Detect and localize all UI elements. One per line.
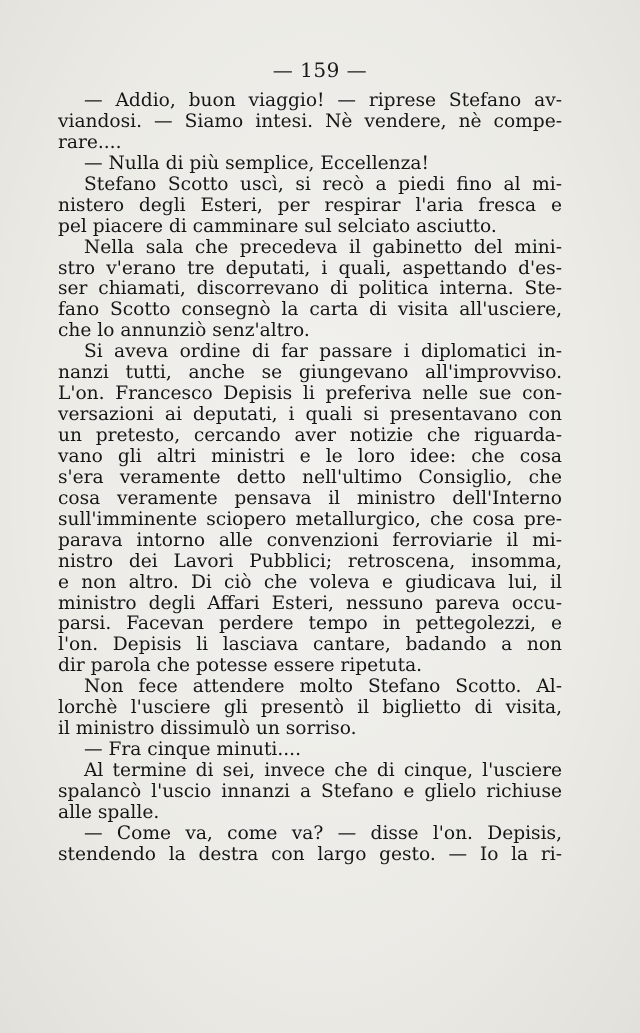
text-line: — Nulla di più semplice, Eccellenza! (84, 152, 429, 174)
text-line: L'on. Francesco Depisis li preferiva nelle sue con- (58, 383, 562, 405)
text-line: stro v'erano tre deputati, i quali, aspettando d'es- (58, 257, 562, 279)
text-line: lorchè l'usciere gli presentò il biglietto di visita, (58, 697, 562, 719)
text-line: fano Scotto consegnò la carta di visita all'usciere, (58, 299, 562, 321)
text-line: dir parola che potesse essere ripetuta. (58, 655, 423, 677)
text-line: Nella sala che precedeva il gabinetto del mini- (84, 236, 562, 258)
text-line: — Addio, buon viaggio! — riprese Stefano av- (84, 90, 562, 111)
text-line: nistero degli Esteri, per respirar l'aria fresca e (58, 194, 562, 216)
text-line: nistro dei Lavori Pubblici; retroscena, insomma, (58, 550, 562, 572)
text-line: e non altro. Di ciò che voleva e giudicava lui, il (58, 571, 562, 593)
text-line: nanzi tutti, anche se giungevano all'improvviso. (58, 362, 562, 384)
page-number-header: — 159 — (272, 58, 368, 82)
text-line: il ministro dissimulò un sorriso. (58, 718, 357, 740)
text-line: ser chiamati, discorrevano di politica interna. Ste- (58, 278, 562, 300)
text-line: Si aveva ordine di far passare i diplomatici in- (84, 341, 562, 363)
text-line: — Fra cinque minuti.... (84, 739, 302, 761)
text-line: ministro degli Affari Esteri, nessuno pareva occu- (58, 592, 562, 614)
text-line: l'on. Depisis li lasciava cantare, badando a non (58, 634, 562, 656)
text-line: viandosi. — Siamo intesi. Nè vendere, nè compe- (58, 110, 562, 132)
text-line: vano gli altri ministri e le loro idee: che cosa (58, 445, 562, 467)
text-line: parava intorno alle convenzioni ferroviarie il mi- (58, 529, 562, 551)
text-line: versazioni ai deputati, i quali si presentavano con (58, 404, 562, 426)
text-line: spalancò l'uscio innanzi a Stefano e glielo richiuse (58, 780, 562, 802)
text-line: parsi. Facevan perdere tempo in pettegolezzi, e (58, 613, 562, 635)
text-line: un pretesto, cercando aver notizie che riguarda- (58, 425, 562, 446)
text-line: che lo annunziò senz'altro. (58, 320, 310, 342)
text-line: cosa veramente pensava il ministro dell'Interno (58, 487, 562, 509)
body-text (58, 91, 562, 866)
text-line: s'era veramente detto nell'ultimo Consiglio, che (58, 466, 562, 488)
text-line: rare.... (58, 131, 122, 153)
text-line: Non fece attendere molto Stefano Scotto. Al- (84, 676, 562, 698)
text-line: stendendo la destra con largo gesto. — Io la ri- (58, 843, 562, 865)
text-line: — Come va, come va? — disse l'on. Depisis, (84, 822, 562, 844)
text-line: pel piacere di camminare sul selciato asciutto. (58, 215, 497, 237)
text-line: Stefano Scotto uscì, si recò a piedi fino al mi- (84, 173, 562, 195)
text-line: sull'imminente sciopero metallurgico, che cosa pre- (58, 508, 562, 530)
text-line: Al termine di sei, invece che di cinque, l'usciere (84, 760, 562, 781)
text-line: alle spalle. (58, 801, 160, 823)
